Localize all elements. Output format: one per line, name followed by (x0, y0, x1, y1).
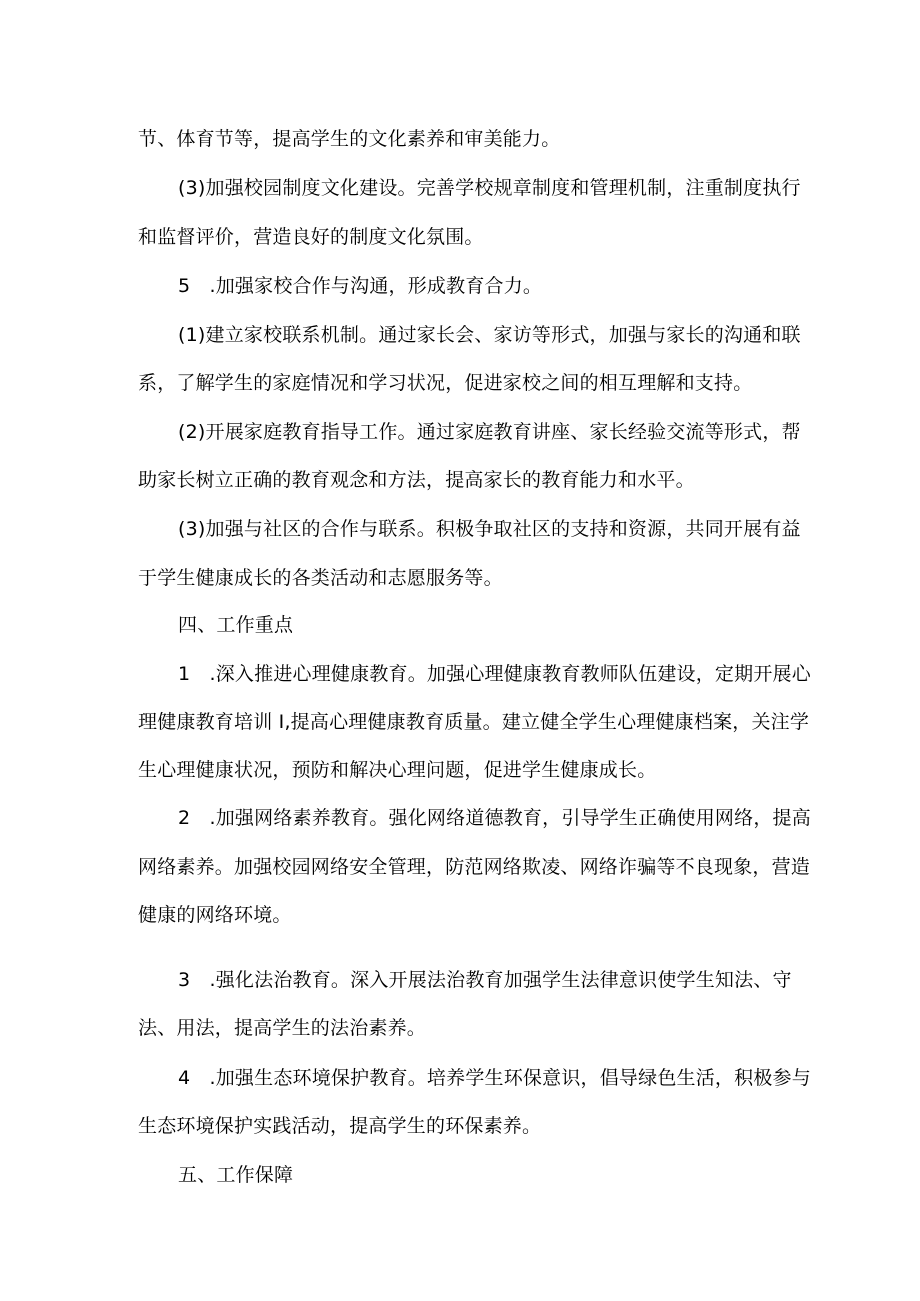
text-line: 节、体育节等，提高学生的文化素养和审美能力。 (138, 128, 561, 150)
text-line: (2)开展家庭教育指导工作。通过家庭教育讲座、家长经验交流等形式，帮 (178, 421, 801, 443)
text-line: 1 .深入推进心理健康教育。加强心理健康教育教师队伍建设，定期开展心 (178, 663, 811, 685)
section-heading: 五、工作保障 (178, 1164, 294, 1186)
text-line: 系，了解学生的家庭情况和学习状况，促进家校之间的相互理解和支持。 (138, 372, 753, 394)
text-line: 法、用法，提高学生的法治素养。 (138, 1017, 427, 1039)
text-line: (3)加强校园制度文化建设。完善学校规章制度和管理机制，注重制度执行 (178, 177, 801, 199)
text-line: 3 .强化法治教育。深入开展法治教育加强学生法律意识使学生知法、守 (178, 969, 792, 991)
text-line: (1)建立家校联系机制。通过家长会、家访等形式，加强与家长的沟通和联 (178, 324, 801, 346)
text-line: 4 .加强生态环境保护教育。培养学生环保意识，倡导绿色生活，积极参与 (178, 1067, 811, 1089)
text-line: 和监督评价，营造良好的制度文化氛围。 (138, 226, 484, 248)
section-heading: 5 .加强家校合作与沟通，形成教育合力。 (178, 275, 543, 297)
text-line: 网络素养。加强校园网络安全管理，防范网络欺凌、网络诈骗等不良现象，营造 (138, 856, 811, 878)
text-line: 理健康教育培训 I,提高心理健康教育质量。建立健全学生心理健康档案，关注学 (138, 711, 810, 733)
section-heading: 四、工作重点 (178, 614, 294, 636)
text-line: 生态环境保护实践活动，提高学生的环保素养。 (138, 1115, 542, 1137)
text-line: (3)加强与社区的合作与联系。积极争取社区的支持和资源，共同开展有益 (178, 518, 801, 540)
text-line: 助家长树立正确的教育观念和方法，提高家长的教育能力和水平。 (138, 469, 695, 491)
text-line: 健康的网络环境。 (138, 904, 292, 926)
text-line: 于学生健康成长的各类活动和志愿服务等。 (138, 567, 503, 589)
text-line: 生心理健康状况，预防和解决心理问题，促进学生健康成长。 (138, 759, 657, 781)
text-line: 2 .加强网络素养教育。强化网络道德教育，引导学生正确使用网络，提高 (178, 807, 811, 829)
